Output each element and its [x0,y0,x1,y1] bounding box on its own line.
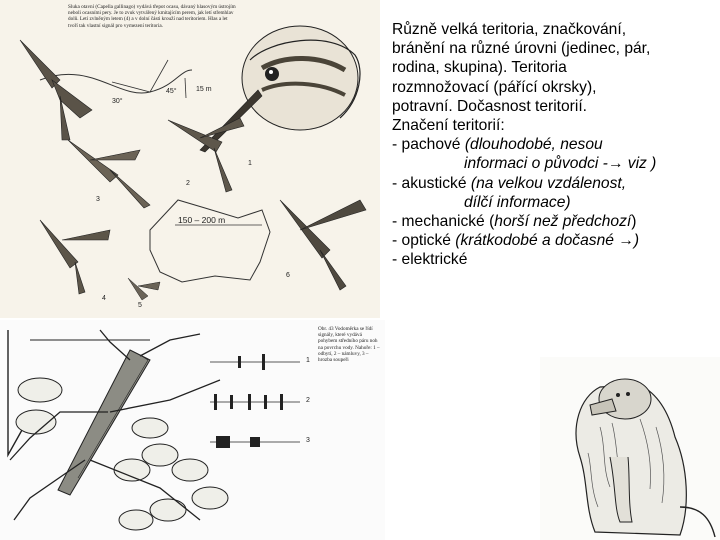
intro-line-4: rozmnožovací (pářící okrsky), [392,78,597,96]
trace-label-2: 2 [306,397,310,404]
item-mechanical-label: - mechanické ( [392,213,495,231]
angle-30-label: 30° [112,98,123,105]
figure-number-5: 5 [138,302,142,309]
height-15m-label: 15 m [196,86,212,93]
item-acoustic-continuation [392,193,716,212]
item-acoustic [392,174,716,193]
item-mechanical-suffix: ) [631,213,637,231]
figure-number-4: 4 [102,295,106,302]
snipe-illustration [0,0,380,318]
intro-line-2: bránění na různé úrovni (jedinec, pár, [392,40,651,58]
item-acoustic-note: (na velkou vzdálenost, [470,174,627,192]
marking-heading: Značení teritorií: [392,117,505,135]
angle-45-label: 45° [166,88,177,95]
item-mechanical-note: horší než předchozí [494,213,632,231]
trace-label-3: 3 [306,437,310,444]
figure-number-3: 3 [96,196,100,203]
item-optical [392,231,716,250]
baboon-figure [540,357,720,540]
water-strider-figure [0,320,385,540]
water-strider-caption: Obr. 43 Vodoměrka se řídí signály, které vydává pohybem středního páru noh na povrchu vody. Nahoře: 1 – odbytí, 2 – námluvy, 3 – hrozba soupeři [318,326,380,364]
trace-label-1: 1 [306,357,310,364]
item-acoustic-label: - akustické [392,174,471,192]
item-electric [392,250,716,269]
distance-label: 150 – 200 m [178,215,226,225]
snipe-territory-figure [0,0,380,318]
intro-line-3: rodina, skupina). Teritoria [392,59,567,77]
snipe-caption: Sluka otavní (Capella gallinago) vydává třepot ocasu, dávaný hlasovým ústrojím neboli ocasními pery. Je to zvuk vytvářený kmitajícím perem, jak letí střemhlav dolů. Letí zvlněným letem (4) a v dolní části krouží nad teritoriem. Hlas a let tvoří tak vlastní signál pro vymezení teritoria. [68,4,236,29]
territory-marking-text [392,20,716,270]
item-optical-label: - optické [392,232,456,250]
item-acoustic-cont: dílčí informace) [464,193,571,211]
figure-number-2: 2 [186,180,190,187]
baboon-illustration [540,357,720,540]
figure-number-6: 6 [286,272,290,279]
intro-line-1: Různě velká teritoria, značkování, [392,21,627,38]
item-scent-continuation [392,154,716,173]
item-mechanical [392,212,716,231]
item-electric-label: - elektrické [392,251,468,269]
item-scent-cont: informaci o původci -→ viz ) [464,155,657,173]
item-scent [392,135,716,154]
intro-line-5: potravní. Dočasnost teritorií. [392,97,588,115]
item-scent-note: (dlouhodobé, nesou [464,136,603,154]
item-optical-note: (krátkodobé a dočasné →) [455,232,640,250]
item-scent-label: - pachové [392,136,465,154]
figure-number-1: 1 [248,160,252,167]
